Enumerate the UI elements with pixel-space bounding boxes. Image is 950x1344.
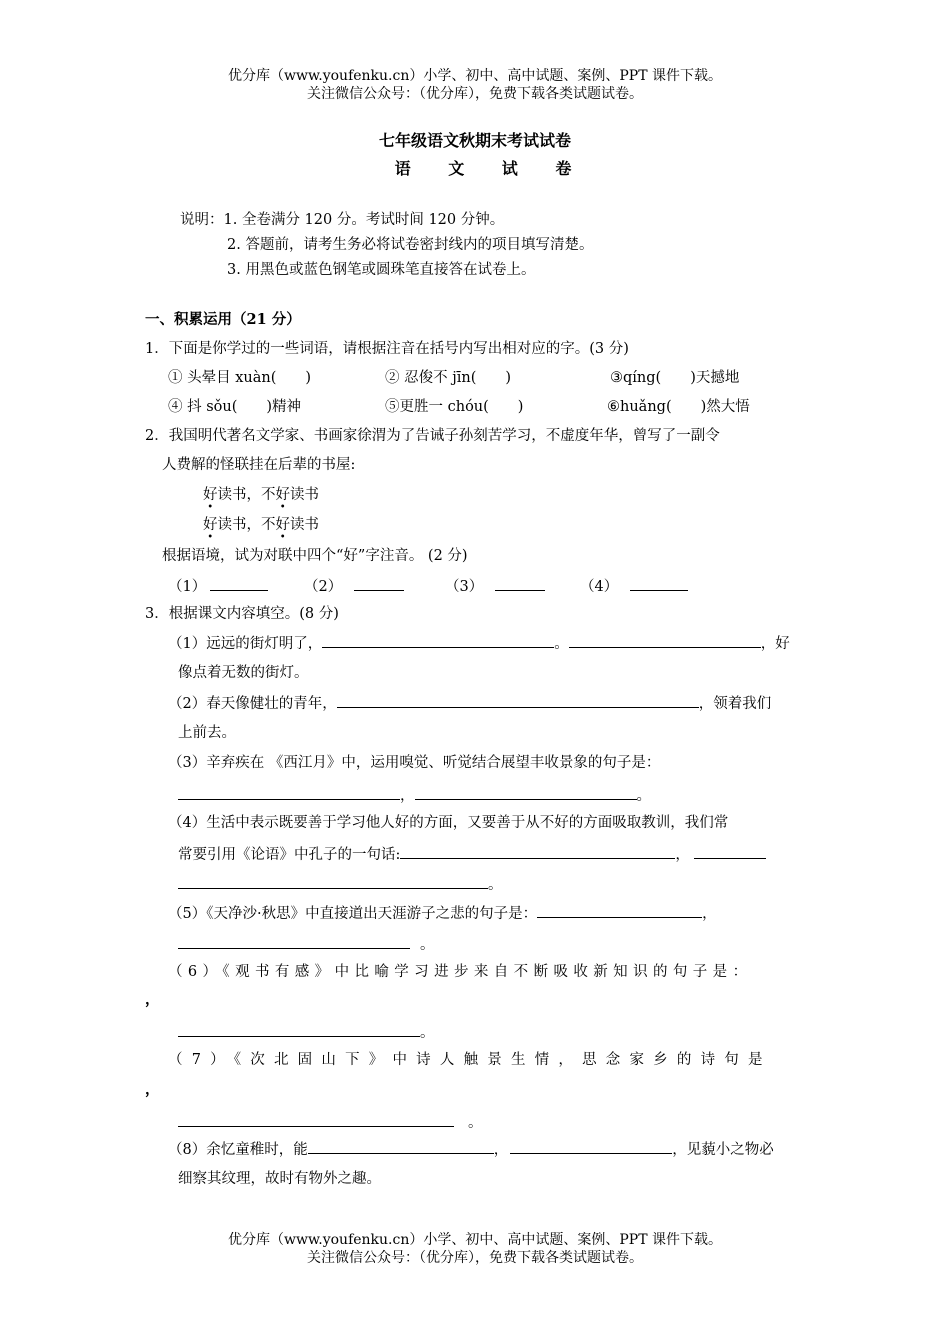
q3-part-7-answer xyxy=(178,1112,483,1133)
q3-part-8 xyxy=(168,1139,774,1160)
q3-text: ，好 xyxy=(760,636,790,652)
blank-label: （1） xyxy=(168,579,207,595)
q3-part-2 xyxy=(168,693,771,714)
q3-part-4-answer-2 xyxy=(178,874,503,895)
couplet-text: 读书 xyxy=(290,487,319,503)
notes-line-1 xyxy=(180,210,504,230)
q3-text: 像点着无数的街灯。 xyxy=(178,665,309,681)
q3-text: （1）远远的街灯明了， xyxy=(168,636,323,652)
q3-text: （8）余忆童稚时，能 xyxy=(168,1142,308,1158)
q2-blank xyxy=(168,576,268,597)
footer-line-1: 优分库（www.youfenku.cn）小学、初中、高中试题、案例、PPT 课件下载。 xyxy=(227,1232,722,1248)
answer-blank[interactable] xyxy=(337,693,699,708)
q2-blank xyxy=(445,576,545,597)
answer-blank[interactable] xyxy=(308,1139,494,1154)
notes-label: 说明： xyxy=(180,212,224,228)
emphasized-char: 好 xyxy=(275,487,290,503)
footer-line-2: 关注微信公众号：（优分库），免费下载各类试题试卷。 xyxy=(307,1250,643,1266)
q1-item: ⑥huǎng( )然大悟 xyxy=(607,399,750,415)
q3-text: ，领着我们 xyxy=(698,696,772,712)
q3-stem: 3．根据课文内容填空。(8 分) xyxy=(145,606,339,622)
exam-title: 七年级语文秋期末考试试卷 xyxy=(378,131,571,150)
q3-text: ， xyxy=(145,1081,160,1098)
answer-blank[interactable] xyxy=(495,576,545,591)
q3-text: ， xyxy=(702,906,717,922)
header-line-1: 优分库（www.youfenku.cn）小学、初中、高中试题、案例、PPT 课件下载。 xyxy=(227,68,722,84)
exam-subtitle: 语 文 试 卷 xyxy=(394,159,588,178)
q3-text: 常要引用《论语》中孔子的一句话: xyxy=(178,847,401,863)
answer-blank[interactable] xyxy=(178,1022,420,1037)
q3-part-3-answer xyxy=(178,785,651,806)
q3-part-1 xyxy=(168,633,790,654)
q1-item: ① 头晕目 xuàn( ) xyxy=(168,370,312,386)
q3-part-5 xyxy=(168,903,717,924)
answer-blank[interactable] xyxy=(630,576,688,591)
q3-text: （7）《次北固山下》中诗人触景生情，思念家乡的诗句是 xyxy=(168,1052,772,1068)
header-line-2: 关注微信公众号：（优分库），免费下载各类试题试卷。 xyxy=(307,86,643,102)
q3-part-6-answer xyxy=(178,1022,435,1043)
q3-text: 细察其纹理，故时有物外之趣。 xyxy=(178,1171,381,1187)
blank-label: （4） xyxy=(580,579,619,595)
q3-text: ， xyxy=(145,991,160,1008)
couplet-text: 读书，不 xyxy=(217,517,276,533)
blank-label: （3） xyxy=(445,579,484,595)
answer-blank[interactable] xyxy=(694,844,766,859)
emphasized-char: 好 xyxy=(203,517,218,533)
q2-stem: 人费解的怪联挂在后辈的书屋: xyxy=(162,457,356,473)
answer-blank[interactable] xyxy=(415,785,637,800)
q2-stem: 2．我国明代著名文学家、书画家徐渭为了告诫子孙刻苦学习，不虚度年华，曾写了一副令 xyxy=(145,428,720,444)
q1-stem: 1．下面是你学过的一些词语，请根据注音在括号内写出相对应的字。(3 分) xyxy=(145,341,629,357)
q3-text: （3）辛弃疾在 《西江月》中，运用嗅觉、听觉结合展望丰收景象的句子是： xyxy=(168,755,661,771)
answer-blank[interactable] xyxy=(322,633,554,648)
q3-text: ， xyxy=(675,847,690,863)
q1-item: ④ 抖 sǒu( )精神 xyxy=(168,399,302,415)
q3-part-4-answer xyxy=(178,844,766,865)
section-heading: 一、积累运用（21 分） xyxy=(145,311,301,328)
q3-text: （5）《天净沙·秋思》中直接道出天涯游子之悲的句子是： xyxy=(168,906,538,922)
answer-blank[interactable] xyxy=(537,903,702,918)
q2-blank xyxy=(580,576,688,597)
q3-text: ，见藐小之物必 xyxy=(672,1142,774,1158)
q3-text: ， xyxy=(493,1142,509,1158)
q3-text: 。 xyxy=(420,937,435,953)
answer-blank[interactable] xyxy=(354,576,404,591)
q3-text: 。 xyxy=(420,1025,435,1041)
page-footer xyxy=(0,1231,950,1267)
q2-blank xyxy=(304,576,404,597)
emphasized-char: 好 xyxy=(275,517,290,533)
q3-text: 。 xyxy=(554,636,569,652)
answer-blank[interactable] xyxy=(178,785,400,800)
q3-text: 上前去。 xyxy=(178,725,236,741)
note-item: 2. 答题前，请考生务必将试卷密封线内的项目填写清楚。 xyxy=(227,237,594,253)
q1-item: ② 忍俊不 jīn( ) xyxy=(385,370,512,386)
couplet-text: 读书 xyxy=(290,517,319,533)
answer-blank[interactable] xyxy=(178,934,410,949)
couplet-line-1 xyxy=(203,485,319,505)
note-item: 3. 用黑色或蓝色钢笔或圆珠笔直接答在试卷上。 xyxy=(227,262,536,278)
blank-label: （2） xyxy=(304,579,343,595)
couplet-line-2 xyxy=(203,515,319,535)
answer-blank[interactable] xyxy=(210,576,268,591)
q3-text: （2）春天像健壮的青年， xyxy=(168,696,337,712)
emphasized-char: 好 xyxy=(203,487,218,503)
page-header xyxy=(0,67,950,103)
q3-text: 。 xyxy=(468,1115,483,1131)
q1-item: ⑤更胜一 chóu( ) xyxy=(385,399,524,415)
q3-text: 。 xyxy=(636,788,651,804)
answer-blank[interactable] xyxy=(400,844,675,859)
q3-text: 。 xyxy=(488,877,503,893)
answer-blank[interactable] xyxy=(510,1139,672,1154)
note-item: 1. 全卷满分 120 分。考试时间 120 分钟。 xyxy=(223,212,505,228)
q2-prompt: 根据语境，试为对联中四个“好”字注音。 (2 分) xyxy=(162,548,468,564)
answer-blank[interactable] xyxy=(569,633,761,648)
q3-text: （4）生活中表示既要善于学习他人好的方面，又要善于从不好的方面吸取教训，我们常 xyxy=(168,815,729,831)
q3-text: （6）《观书有感》中比喻学习进步来自不断吸收新知识的句子是： xyxy=(168,964,753,980)
q3-text: ， xyxy=(400,788,415,804)
q3-part-5-answer xyxy=(178,934,435,955)
q1-item: ③qíng( )天撼地 xyxy=(610,370,740,386)
answer-blank[interactable] xyxy=(178,874,488,889)
couplet-text: 读书，不 xyxy=(217,487,276,503)
answer-blank[interactable] xyxy=(178,1112,454,1127)
